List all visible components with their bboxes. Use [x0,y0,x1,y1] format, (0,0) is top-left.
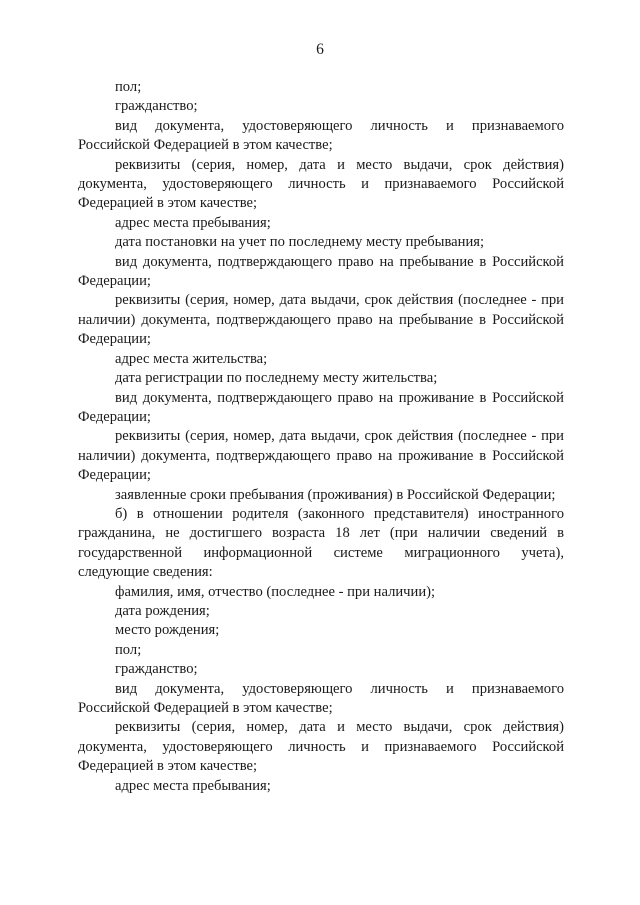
paragraph-identity-document-details-2: реквизиты (серия, номер, дата и место выдачи, срок действия) документа, удостоверяющего личность и признаваемого Российской Федерацией в этом качестве; [78,719,564,775]
paragraph-stay-registration-date: дата постановки на учет по последнему месту пребывания; [115,234,485,251]
paragraph-citizenship-2: гражданство; [115,661,198,678]
paragraph-stay-permit-details: реквизиты (серия, номер, дата выдачи, срок действия (последнее - при наличии) документа, подтверждающего право на пребывание в Российской Федерации; [78,292,564,348]
paragraph-citizenship: гражданство; [115,98,198,115]
paragraph-identity-document-type: вид документа, удостоверяющего личность и признаваемого Российской Федерацией в этом качестве; [78,117,564,154]
paragraph-full-name: фамилия, имя, отчество (последнее - при наличии); [115,583,436,600]
paragraph-residence-permit-details: реквизиты (серия, номер, дата выдачи, срок действия (последнее - при наличии) документа, подтверждающего право на проживание в Российской Федерации; [78,428,564,484]
paragraph-birth-place: место рождения; [115,622,220,639]
paragraph-stay-address-2: адрес места пребывания; [115,777,271,794]
document-body [78,78,564,796]
paragraph-sex-2: пол; [115,641,142,658]
paragraph-identity-document-type-2: вид документа, удостоверяющего личность и признаваемого Российской Федерацией в этом качестве; [78,680,564,716]
paragraph-identity-document-details: реквизиты (серия, номер, дата и место выдачи, срок действия) документа, удостоверяющего личность и признаваемого Российской Федерацией в этом качестве; [78,156,564,212]
paragraph-stay-address: адрес места пребывания; [115,214,271,231]
paragraph-residence-address: адрес места жительства; [115,350,268,367]
paragraph-birth-date: дата рождения; [115,602,210,619]
paragraph-residence-registration-date: дата регистрации по последнему месту жительства; [115,370,438,387]
paragraph-section-b: б) в отношении родителя (законного представителя) иностранного гражданина, не достигшего возраста 18 лет (при наличии сведений в государственной информационной системе миграционного учета), следующие сведения: [78,505,564,581]
paragraph-sex: пол; [115,79,142,95]
paragraph-stay-permit-type: вид документа, подтверждающего право на пребывание в Российской Федерации; [78,253,564,290]
page-number: 6 [316,41,324,58]
paragraph-residence-permit-type: вид документа, подтверждающего право на проживание в Российской Федерации; [78,389,564,425]
paragraph-declared-terms: заявленные сроки пребывания (проживания) в Российской Федерации; [115,486,556,503]
